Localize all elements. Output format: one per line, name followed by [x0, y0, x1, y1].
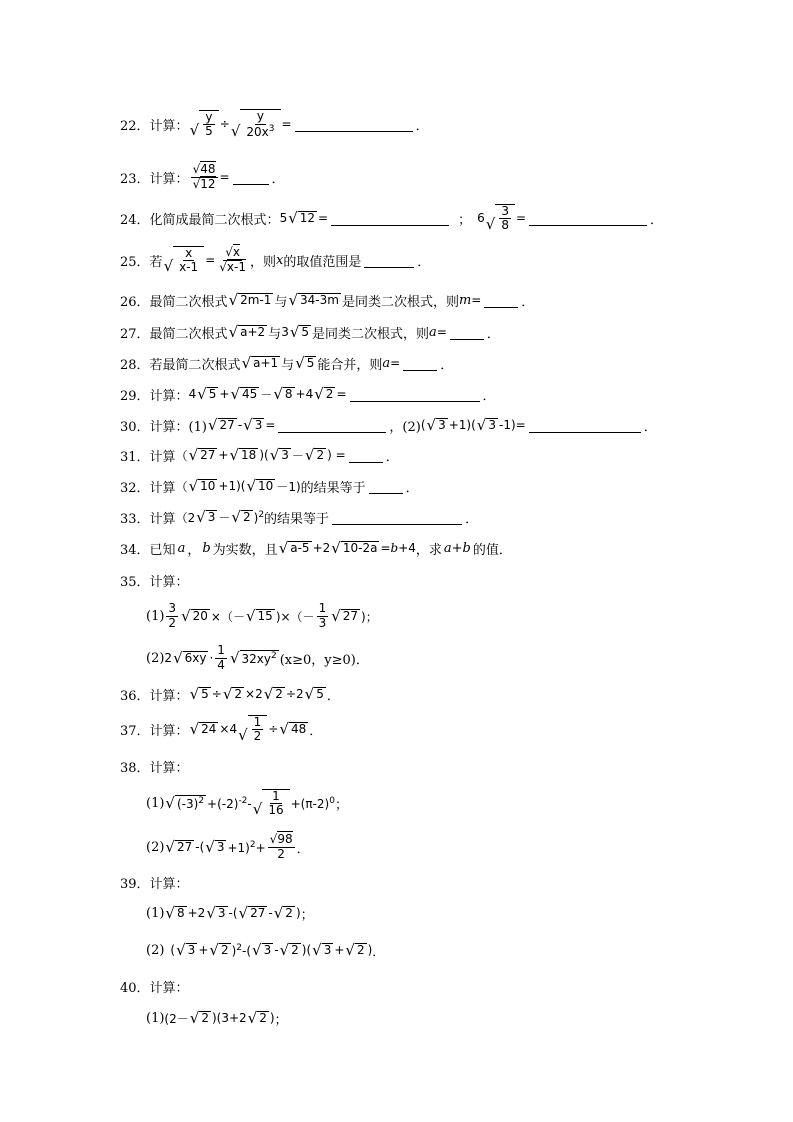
problem-29: 29． 计算： 4 √ 5 + √ 45 － √ 8 +4 √ 2 = ．	[120, 384, 496, 404]
problem-32: 32． 计算 （ √ 10 +1)( √ 10 －1) 的结果等于 ．	[120, 476, 419, 496]
problem-24: 24． 化简成最简二次根式： 5 √ 12 = ； 6 √ $\frac{3}{8}$ = ．	[120, 203, 664, 234]
problem-40-part-1: (1) (2－ √ 2 )(3+2 √ 2 ) ；	[146, 1008, 288, 1028]
answer-blank[interactable]	[369, 479, 403, 494]
problem-26: 26． 最简二次根式 √ 2m-1 与 √ 34-3m 是同类二次根式，则 m = ．	[120, 290, 535, 310]
answer-blank[interactable]	[529, 211, 647, 226]
answer-blank[interactable]	[331, 211, 449, 226]
problem-35: 35． 计算：	[120, 574, 189, 590]
answer-blank[interactable]	[364, 253, 414, 268]
problem-22: 22． 计算： √ $\frac{y}{5}$ ÷ √ $\frac{y}{20x^3}$ = ．	[120, 109, 429, 140]
problem-38: 38． 计算：	[120, 760, 189, 776]
problem-30: 30． 计算：(1) √ 27 - √ 3 = ，(2) ( √ 3 +1)( √ 3 -1)= ．	[120, 415, 657, 435]
problem-37: 37． 计算： √ 24 ×4 √ $\frac{1}{2}$ ÷ √ 48 ．	[120, 714, 323, 745]
fraction: $\frac{√48}{√12}$	[192, 162, 216, 191]
answer-blank[interactable]	[450, 325, 484, 340]
problem-31: 31． 计算 （ √ 27 + √ 18 )( √ 3 － √ 2 ) = ．	[120, 445, 399, 465]
problem-36: 36． 计算： √ 5 ÷ √ 2 ×2 √ 2 ÷2 √ 5 ．	[120, 684, 340, 704]
problem-34: 34． 已知 a ， b 为实数，且 √ a-5 +2 √ 10-2a =b+4 ，求 a+b 的值．	[120, 538, 512, 558]
problem-39-part-2: (2) ( √ 3 + √ 2 )$^2$-( √ 3 - √ 2 )( √ 3 + √ 2 ) ．	[146, 940, 386, 960]
answer-blank[interactable]	[278, 418, 386, 433]
problem-23: 23． 计算： $\frac{√48}{√12}$ = ．	[120, 162, 285, 191]
problem-27: 27． 最简二次根式 √ a+2 与 3 √ 5 是同类二次根式，则 a = ．	[120, 322, 500, 342]
problem-38-part-2: (2) √ 27 -( √ 3 +1)$^2$+ $\frac{√98}{2}$ ．	[146, 832, 310, 861]
answer-blank[interactable]	[349, 448, 383, 463]
radical: √ $\frac{y}{5}$	[190, 110, 219, 138]
problem-35-part-1: (1) $\frac{3}{2}$ √ 20 ×（－ √ 15 )×（－ $\frac{1}{3}$ √ 27 )；	[146, 601, 378, 630]
problem-38-part-1: (1) √ $(-3)^2$ $+(-2)^{-2}-$ √ $\frac{1}{16}$ $+(\pi-2)^0$ ；	[146, 788, 348, 819]
problem-28: 28． 若最简二次根式 √ a+1 与 √ 5 能合并，则 a = ．	[120, 353, 454, 373]
problem-35-part-2: (2) 2 √ 6xy · $\frac{1}{4}$ √ $32xy^2$ (x≥0，y≥0)．	[146, 643, 369, 672]
answer-blank[interactable]	[233, 170, 269, 185]
problem-33: 33． 计算 （2 √ 3 － √ 2 )$^2$ 的结果等于 ．	[120, 507, 479, 527]
answer-blank[interactable]	[332, 510, 462, 525]
problem-40: 40． 计算：	[120, 980, 189, 996]
problem-39-part-1: (1) √ 8 +2 √ 3 -( √ 27 - √ 2 ) ；	[146, 903, 314, 923]
answer-blank[interactable]	[403, 356, 437, 371]
radical: √ $\frac{y}{20x^3}$	[231, 109, 281, 138]
answer-blank[interactable]	[350, 387, 480, 402]
answer-blank[interactable]	[529, 418, 641, 433]
problem-25: 25． 若 √ $\frac{x}{x-1}$ = $\frac{√x}{√x-1}$ ，则 x 的取值范围是 ．	[120, 245, 431, 276]
answer-blank[interactable]	[484, 293, 518, 308]
answer-blank[interactable]	[295, 117, 413, 132]
problem-39: 39． 计算：	[120, 876, 189, 892]
